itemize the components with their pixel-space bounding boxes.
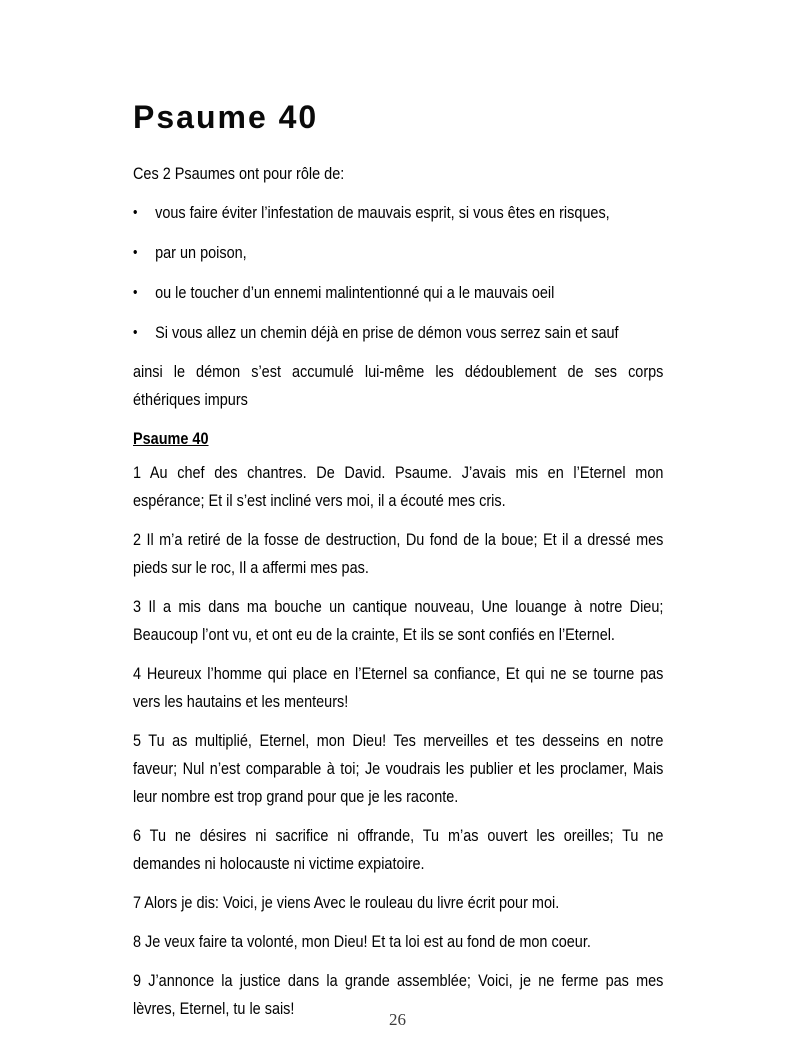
verse-paragraph: 5 Tu as multiplié, Eternel, mon Dieu! Tes merveilles et tes desseins en notre faveur; Nul n’est comparable à toi; Je voudrais les publier et les proclamer, Mais leur nombre est trop grand pour que je les raconte. [133, 731, 664, 806]
verse-paragraph: 2 Il m’a retiré de la fosse de destruction, Du fond de la boue; Et il a dressé mes pieds sur le roc, Il a affermi mes pas. [133, 530, 664, 577]
intro-paragraph: Ces 2 Psaumes ont pour rôle de: [133, 164, 345, 183]
bullet-text: ou le toucher d’un ennemi malintentionné qui a le mauvais oeil [155, 283, 555, 302]
bullet-icon: • [133, 284, 138, 301]
list-item [133, 239, 663, 267]
verse-paragraph: 7 Alors je dis: Voici, je viens Avec le rouleau du livre écrit pour moi. [133, 893, 560, 912]
page-number: 26 [389, 1010, 406, 1029]
body-text-block [133, 160, 663, 1023]
verse-paragraph: 6 Tu ne désires ni sacrifice ni offrande, Tu m’as ouvert les oreilles; Tu ne demandes ni holocauste ni victime expiatoire. [133, 826, 664, 873]
list-item [133, 279, 663, 307]
list-item [133, 319, 663, 347]
verse-paragraph: 1 Au chef des chantres. De David. Psaume. J’avais mis en l’Eternel mon espérance; Et il s’est incliné vers moi, il a écouté mes cris. [133, 463, 664, 510]
bullet-icon: • [133, 244, 138, 261]
page-content [133, 100, 663, 1034]
bullet-text: Si vous allez un chemin déjà en prise de démon vous serrez sain et sauf [155, 323, 619, 342]
verse-paragraph: 4 Heureux l’homme qui place en l’Eternel sa confiance, Et qui ne se tourne pas vers les hautains et les menteurs! [133, 664, 664, 711]
verse-paragraph: 3 Il a mis dans ma bouche un cantique nouveau, Une louange à notre Dieu; Beaucoup l’ont vu, et ont eu de la crainte, Et ils se sont confiés en l’Eternel. [133, 597, 664, 644]
bullet-text: vous faire éviter l’infestation de mauvais esprit, si vous êtes en risques, [155, 203, 610, 222]
page-footer [0, 1010, 795, 1030]
list-item [133, 199, 663, 227]
section-heading: Psaume 40 [133, 429, 209, 448]
closing-paragraph: ainsi le démon s’est accumulé lui-même les dédoublement de ses corps éthériques impurs [133, 362, 664, 409]
document-title: Psaume 40 [133, 99, 319, 135]
bullet-list [133, 199, 663, 347]
bullet-icon: • [133, 324, 138, 341]
bullet-text: par un poison, [155, 243, 247, 262]
verse-paragraph: 9 J’annonce la justice dans la grande assemblée; Voici, je ne ferme pas mes lèvres, Eternel, tu le sais! [133, 971, 664, 1018]
verse-paragraph: 8 Je veux faire ta volonté, mon Dieu! Et ta loi est au fond de mon coeur. [133, 932, 591, 951]
bullet-icon: • [133, 204, 138, 221]
